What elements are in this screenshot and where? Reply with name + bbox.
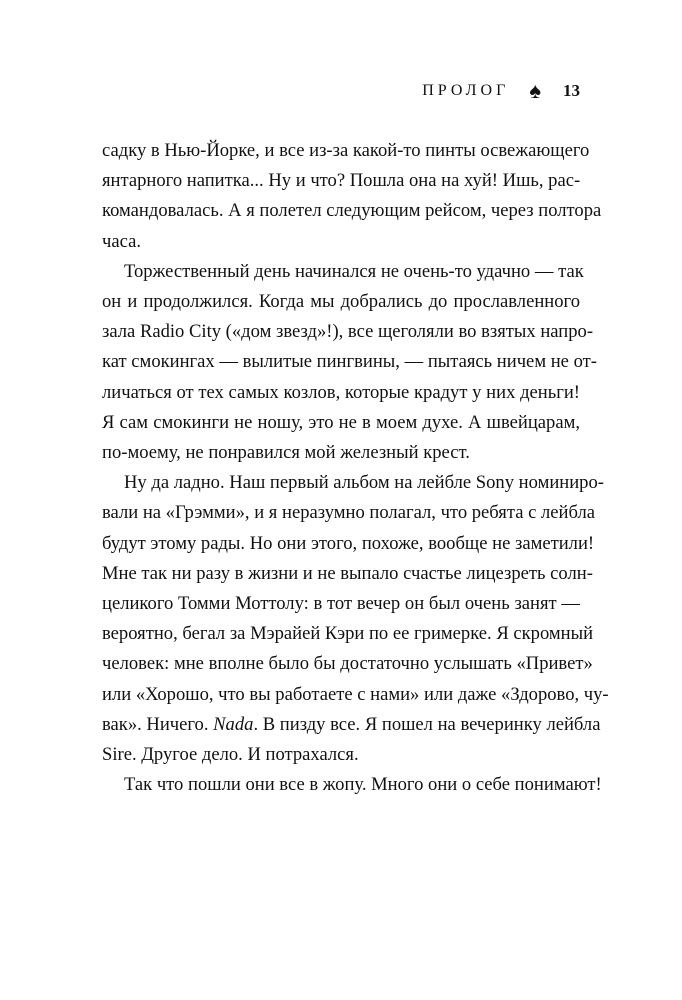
text-line: командовалась. А я полетел следующим рейсом, через полтора [102, 200, 602, 222]
text-line: он и продолжился. Когда мы добрались до прославленного [102, 291, 580, 313]
text-line: или «Хорошо, что вы работаете с нами» или даже «Здорово, чу- [102, 683, 609, 705]
page-number: 13 [563, 81, 580, 100]
text-line: Ну да ладно. Наш первый альбом на лейбле Sony номиниро- [124, 472, 604, 494]
text-line: кат смокингах — вылитые пингвины, — пытаясь ничем не от- [102, 351, 597, 373]
text-line: Мне так ни разу в жизни и не выпало счастье лицезреть солн- [102, 562, 593, 584]
text-line: часа. [102, 230, 141, 252]
italic-word: Nada [213, 713, 254, 735]
text-line: личаться от тех самых козлов, которые крадут у них деньги! [102, 381, 580, 403]
running-header [422, 80, 580, 102]
text-line: целикого Томми Моттолу: в тот вечер он был очень занят — [102, 593, 580, 615]
text-segment: . В пизду все. Я пошел на вечеринку лейбла [253, 713, 601, 735]
text-line: по-моему, не понравился мой железный крест. [102, 442, 470, 464]
text-line: Я сам смокинги не ношу, это не в моем духе. А швейцарам, [102, 411, 580, 433]
text-line: садку в Нью-Йорке, и все из-за какой-то пинты освежающего [102, 140, 590, 161]
text-line: Так что пошли они все в жопу. Много они о себе понимают! [124, 774, 602, 796]
body-text [102, 136, 609, 800]
text-line: Sire. Другое дело. И потрахался. [102, 744, 359, 766]
text-line: янтарного напитка... Ну и что? Пошла она на хуй! Ишь, рас- [102, 170, 581, 192]
text-line: человек: мне вполне было бы достаточно услышать «Привет» [102, 653, 593, 675]
text-line: будут этому рады. Но они этого, похоже, вообще не заметили! [102, 532, 595, 554]
text-line [102, 710, 601, 740]
spade-icon: ♠ [529, 78, 541, 103]
text-line: Торжественный день начинался не очень-то удачно — так [124, 260, 584, 282]
text-line: вероятно, бегал за Мэрайей Кэри по ее гримерке. Я скромный [102, 623, 594, 645]
text-line: вали на «Грэмми», и я неразумно полагал, что ребята с лейбла [102, 502, 596, 524]
section-title: ПРОЛОГ [422, 82, 510, 99]
text-segment: вак». Ничего. [102, 713, 214, 735]
text-line: зала Radio City («дом звезд»!), все щеголяли во взятых напро- [102, 321, 594, 343]
